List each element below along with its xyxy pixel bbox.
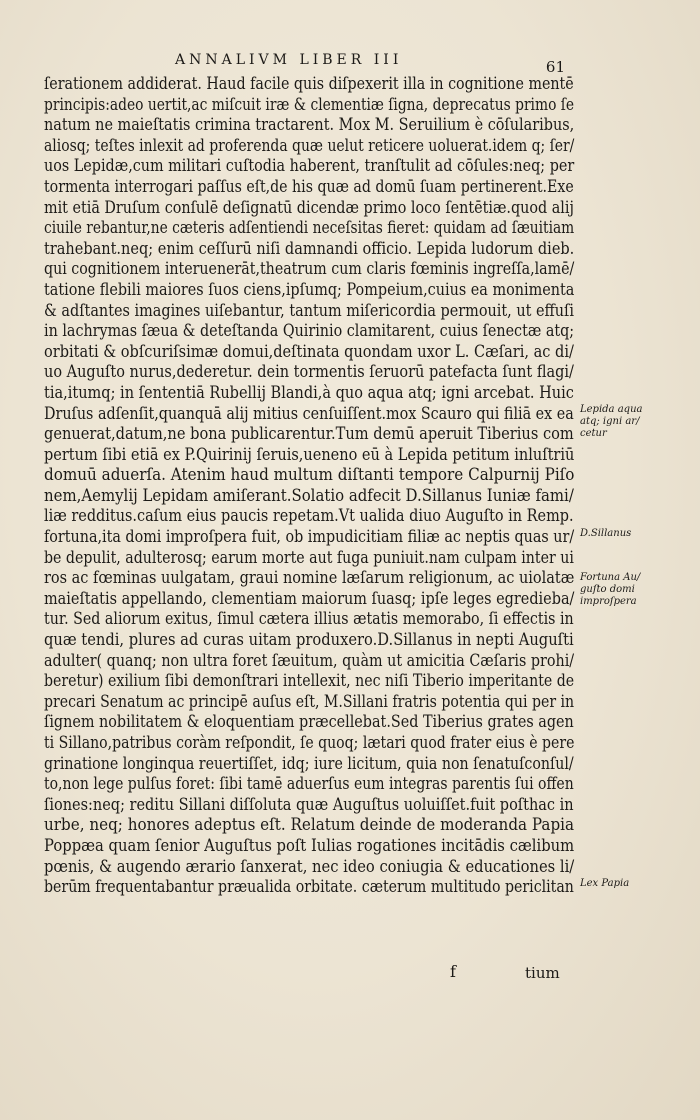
text-line: tatione flebili maiores ſuos ciens,ipſumq; Pompeium,cuius ea monimenta: [44, 279, 575, 299]
signature-mark: f: [450, 962, 456, 981]
text-line: ros ac fœminas uulgatam, graui nomine læſarum religionum, ac uiolatæ: [44, 568, 575, 588]
marginal-line: atq; igni ar/: [580, 416, 640, 427]
text-line: principis:adeo uertit,ac miſcuit iræ & clementiæ ſigna, deprecatus primo ſe: [44, 94, 575, 114]
text-line: berūm frequentabantur præualida orbitate. cæterum multitudo periclitan: [44, 877, 574, 897]
text-line: Poppæa quam ſenior Auguſtus poſt Iulias rogationes incitādis cælibum: [44, 835, 575, 855]
text-line: ſignem nobilitatem & eloquentiam præcellebat.Sed Tiberius grates agen: [44, 712, 574, 732]
text-line: mit etiā Druſum conſulē deſignatū dicendæ primo loco ſentētiæ.quod alij: [44, 197, 574, 217]
text-line: ſerationem addiderat. Haud facile quis diſpexerit illa in cognitione mentē: [44, 74, 574, 93]
text-line: aliosq; teſtes inlexit ad proferenda quæ uelut reticere uoluerat.idem q; ſer/: [44, 135, 575, 155]
marginal-line: Lex Papia: [580, 878, 630, 889]
catchword: tium: [525, 964, 560, 982]
text-line: genuerat,datum,ne bona publicarentur.Tum demū aperuit Tiberius com: [44, 424, 574, 444]
page-header: [175, 52, 575, 76]
text-line: tia,itumq; in ſententiā Rubellij Blandi,à quo aqua atq; igni arcebat. Huic: [44, 382, 574, 402]
marginal-note-sillanus: [580, 528, 700, 540]
text-line: quæ tendi, plures ad curas uitam produxero.D.Sillanus in nepti Auguſti: [44, 630, 574, 650]
text-line: Druſus adſenſit,quanquā alij mitius cenſuiſſent.mox Scauro qui filiā ex ea: [44, 403, 574, 423]
text-line: be depulit, adulterosq; earum morte aut fuga puniuit.nam culpam inter ui: [44, 547, 574, 567]
text-line: pœnis, & augendo ærario ſanxerat, nec ideo coniugia & educationes li/: [44, 856, 575, 876]
folio-number: 61: [545, 58, 565, 76]
body-text: [44, 74, 574, 898]
text-line: tur. Sed aliorum exitus, ſimul cætera illius ætatis memorabo, ſi effectis in: [44, 609, 574, 629]
text-line: beretur) exilium ſibi demonſtrari intellexit, nec niſi Tiberio imperitante de: [44, 671, 575, 691]
text-line: precari Senatum ac principē auſus eſt, M.Sillani fratris potentia qui per in: [44, 691, 575, 711]
text-line: orbitati & obſcuriſsimæ domui,deſtinata quondam uxor L. Cæſari, ac di/: [44, 341, 574, 361]
text-line: qui cognitionem interuenerāt,theatrum cum claris fœminis ingreſſa,lamē/: [44, 259, 575, 279]
text-line: pertum ſibi etiā ex P.Quirinij ſeruis,ueneno eū à Lepida petitum inluſtriū: [44, 444, 575, 464]
text-line: natum ne maieſtatis crimina tractarent. Mox M. Seruilium è cōſularibus,: [44, 115, 575, 135]
marginal-line: cetur: [580, 428, 607, 439]
marginal-note-lex-papia: [580, 878, 700, 890]
text-line: uos Lepidæ,cum militari cuſtodia haberent, tranſtulit ad cōſules:neq; per: [44, 156, 575, 176]
text-line: liæ redditus.caſum eius paucis repetam.Vt ualida diuo Auguſto in Remp.: [44, 506, 574, 526]
text-line: adulter( quanq; non ultra foret ſæuitum, quàm ut amicitia Cæſaris prohi/: [44, 650, 575, 670]
marginal-line: guſto domi: [580, 584, 635, 595]
text-line: trahebant.neq; enim ceſſurū niſi damnandi officio. Lepida ludorum dieb.: [44, 238, 575, 258]
text-line: maieſtatis appellando, clementiam maiorum ſuasq; ipſe leges egrediebа/: [44, 588, 575, 608]
marginal-line: Lepida aqua: [580, 404, 643, 415]
text-line: ſiones:neq; reditu Sillani diſſoluta quæ Auguſtus uoluiſſet.fuit poſthac in: [44, 794, 574, 814]
text-line: & adſtantes imagines uiſebantur, tantum miſericordia permouit, ut effuſi: [44, 300, 574, 320]
text-line: nem,Aemylij Lepidam amiſerant.Solatio adfecit D.Sillanus Iuniæ fami/: [44, 485, 574, 505]
text-line: urbe, neq; honores adeptus eſt. Relatum deinde de moderanda Papia: [44, 815, 575, 835]
text-line: tormenta interrogari paſſus eſt,de his quæ ad domū ſuam pertinerent.Exe: [44, 176, 574, 196]
text-line: uo Auguſto nurus,dederetur. dein tormentis ſeruorū patefacta ſunt flagi/: [44, 362, 574, 382]
text-line: domuū aduerſa. Atenim haud multum diſtanti tempore Calpurnij Piſo: [44, 465, 575, 485]
text-line: ti Sillano,patribus coràm reſpondit, ſe quoq; lætari quod frater eius è pere: [44, 733, 575, 752]
text-line: grinatione longinqua reuertiſſet, idq; iure licitum, quia non ſenatuſconſul/: [44, 753, 574, 773]
text-line: fortuna,ita domi improſpera fuit, ob impudicitiam filiæ ac neptis quas ur/: [44, 527, 575, 547]
marginal-line: D.Sillanus: [580, 528, 632, 539]
text-line: to,non lege pulſus foret: ſibi tamē aduerſus eum integras parentis ſui offen: [44, 774, 574, 794]
marginal-note-lepida: [580, 404, 700, 440]
marginal-line: improſpera: [580, 596, 637, 607]
text-line: in lachrymas ſæua & deteſtanda Quirinio clamitarent, cuius ſenectæ atq;: [44, 321, 575, 341]
running-title: ANNALIVM LIBER III: [175, 52, 403, 68]
marginal-line: Fortuna Au/: [580, 572, 641, 583]
text-line: ciuile rebantur,ne cæteris adſentiendi neceſsitas fieret: quidam ad ſæuitiam: [44, 218, 575, 238]
marginal-note-fortuna: [580, 572, 700, 608]
